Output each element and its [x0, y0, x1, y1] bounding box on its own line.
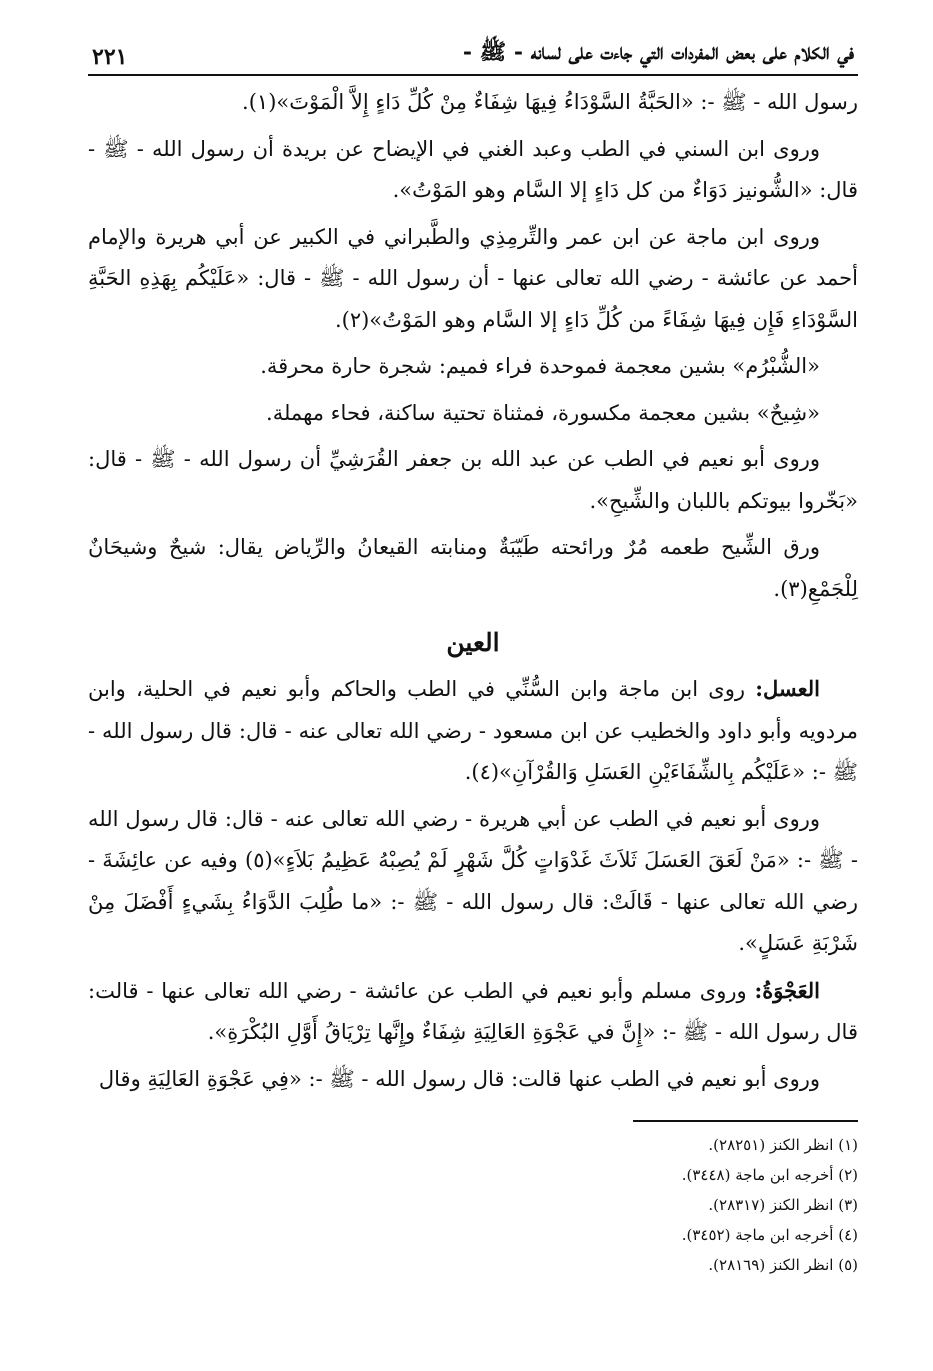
footnote: (٣) انظر الكنز (٢٨٣١٧).	[708, 1195, 858, 1214]
page-number: ٢٢١	[92, 44, 128, 70]
footnote: (٤) أخرجه ابن ماجة (٣٤٥٢).	[681, 1225, 858, 1244]
paragraph: وروى أبو نعيم في الطب عن أبي هريرة - رضي الله تعالى عنه - قال: قال رسول الله - ﷺ -: «مَنْ لَعَقَ العَسَلَ ثَلاَثَ غَدْوَاتٍ كُلَّ شَهْرٍ لَمْ يُصِبْهُ عَظِيمُ بَلاَءٍ»(٥) وفيه عن عائِشَةَ - رضي الله تعالى عنها - قَالَتْ: قال رسول الله - ﷺ -: «ما طُلِبَ الدَّوَاءُ بِشَيءٍ أَفْضَلَ مِنْ شَرْبَةِ عَسَلٍ».	[88, 806, 858, 955]
paragraph: وروى ابن السني في الطب وعبد الغني في الإيضاح عن بريدة أن رسول الله - ﷺ - قال: «الشُّونيز دَوَاءٌ من كل دَاءٍ إلا السَّام وهو المَوْتُ».	[88, 136, 858, 202]
body-text	[88, 82, 858, 1100]
paragraph: وروى أبو نعيم في الطب عنها قالت: قال رسول الله - ﷺ -: «فِي عَجْوَةِ العَالِيَةِ وقال	[98, 1066, 820, 1091]
header-rule	[88, 74, 858, 76]
paragraph: «الشُّبْرُم» بشين معجمة فموحدة فراء فميم: شجرة حارة محرقة.	[260, 354, 820, 378]
term-ajwa: العَجْوَةُ:	[754, 977, 820, 1003]
footnotes	[88, 1130, 858, 1280]
term-honey: العسل:	[755, 676, 820, 701]
footnote-rule	[633, 1120, 858, 1122]
paragraph: وروى أبو نعيم في الطب عن عبد الله بن جعفر القُرَشِيِّ أن رسول الله - ﷺ - قال: «بَخّروا بيوتكم باللبان والشِّيحِ».	[88, 447, 858, 513]
honey-text: روى ابن ماجة وابن السُّنِّي في الطب والحاكم وأبو نعيم في الحلية، وابن مردويه وأبو داود والخطيب عن ابن مسعود - رضي الله تعالى عنه - قال: قال رسول الله - ﷺ -: «عَلَيْكُم بِالشِّفَاءَيْنِ العَسَلِ وَالقُرْآنِ»(٤).	[88, 677, 858, 784]
paragraph: ورق الشِّيح طعمه مُرٌ ورائحته طَيّبَةٌ ومنابته القيعانُ والرِّياض يقال: شيحٌ وشيحَانٌ لِلْجَمْعِ(٣).	[88, 535, 858, 601]
paragraph: «شِيحٌ» بشين معجمة مكسورة، فمثناة تحتية ساكنة، فحاء مهملة.	[266, 400, 820, 425]
ajwa-text: وروى مسلم وأبو نعيم في الطب عن عائشة - رضي الله تعالى عنها - قالت: قال رسول الله - ﷺ -: «إِنَّ في عَجْوَةِ العَالِيَةِ شِفَاءٌ وإِنَّها تِرْيَاقُ أَوَّلِ البُكْرَةِ».	[88, 978, 858, 1044]
paragraph: وروى ابن ماجة عن ابن عمر والتِّرمِذِي والطَّبراني في الكبير عن أبي هريرة والإمام أحمد عن عائشة - رضي الله تعالى عنها - أن رسول الله - ﷺ - قال: «عَلَيْكُم بِهَذِهِ الحَبَّةِ السَّوْدَاءِ فَإِن فِيهَا شِفَاءً من كُلِّ دَاءٍ إلا السَّام وهو المَوْتُ»(٢).	[88, 224, 858, 332]
page-header	[88, 38, 858, 74]
footnote: (٥) انظر الكنز (٢٨١٦٩).	[708, 1255, 858, 1274]
footnote: (١) انظر الكنز (٢٨٢٥١).	[708, 1135, 858, 1154]
running-title: في الكلام على بعض المفردات التي جاءت على لسانه - ﷺ -	[462, 39, 854, 65]
section-heading: العين	[446, 628, 500, 657]
paragraph: رسول الله - ﷺ -: «الحَبَّةُ السَّوْدَاءُ فِيهَا شِفَاءٌ مِنْ كُلِّ دَاءٍ إِلاَّ الْمَوْتَ»(١).	[242, 90, 858, 114]
book-page	[88, 38, 858, 1280]
paragraph-ajwa	[88, 970, 858, 1054]
footnote: (٢) أخرجه ابن ماجة (٣٤٤٨).	[681, 1165, 858, 1184]
paragraph-honey	[88, 668, 858, 794]
